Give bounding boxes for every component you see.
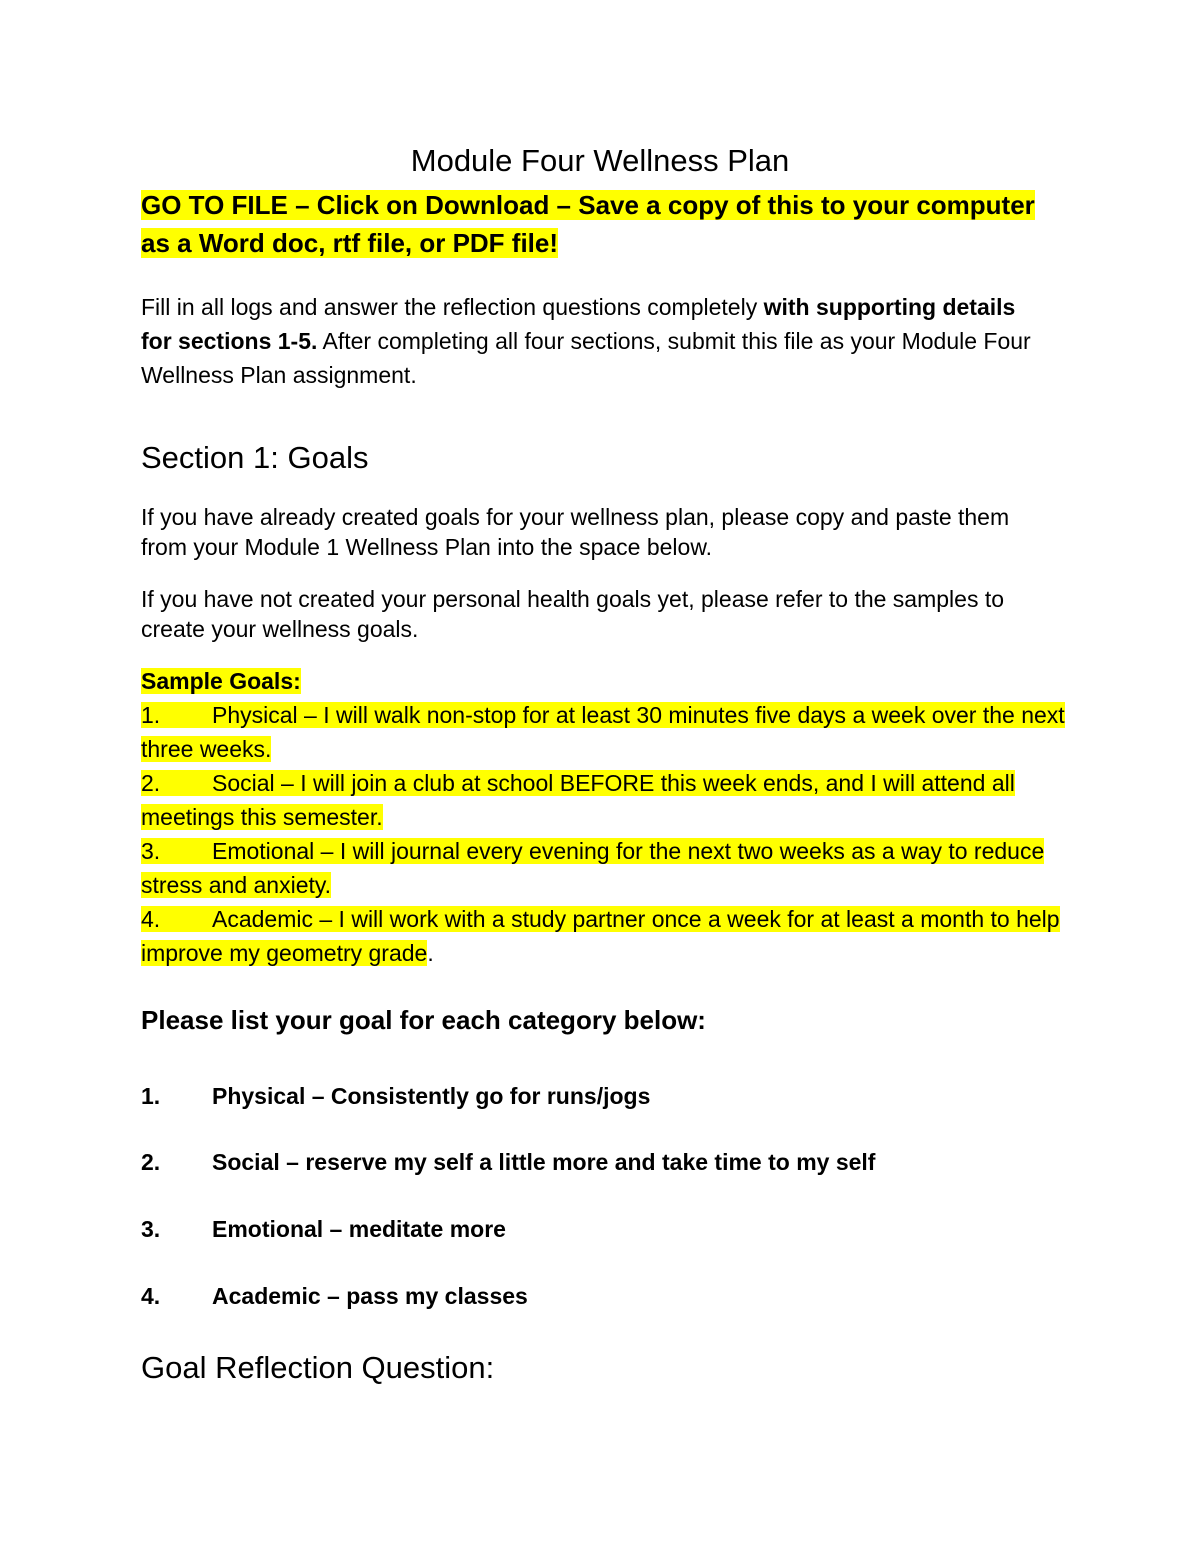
sample-goal-number: 3. <box>141 838 161 864</box>
goal-item-emotional <box>141 1214 1041 1244</box>
intro-text-bold: with supporting details for sections 1-5. <box>141 294 1016 354</box>
sample-goals <box>141 664 1071 970</box>
sample-goal-item <box>141 838 1044 898</box>
download-instruction <box>141 186 1041 262</box>
goal-text: Academic – pass my classes <box>212 1283 528 1309</box>
intro-text-2: After completing all four sections, submit this file as your Module Four Wellness Plan assignment. <box>141 328 1031 388</box>
goal-text: Emotional – meditate more <box>212 1216 506 1242</box>
goal-text: Physical – Consistently go for runs/jogs <box>212 1083 651 1109</box>
sample-goal-number: 2. <box>141 770 161 796</box>
section-1-paragraph-2: If you have not created your personal health goals yet, please refer to the samples to create your wellness goals. <box>141 586 1005 642</box>
goal-number: 2. <box>141 1149 161 1175</box>
goal-reflection-heading: Goal Reflection Question: <box>141 1350 495 1385</box>
download-instruction-text: GO TO FILE – Click on Download – Save a copy of this to your computer as a Word doc, rtf file, or PDF file! <box>141 190 1035 258</box>
sample-goals-heading: Sample Goals: <box>141 668 301 694</box>
goal-number: 1. <box>141 1083 161 1109</box>
goal-text: Social – reserve my self a little more and take time to my self <box>212 1149 876 1175</box>
sample-goal-text: Physical – I will walk non-stop for at least 30 minutes five days a week over the next three weeks. <box>141 702 1065 762</box>
sample-goal-text: Academic – I will work with a study partner once a week for at least a month to help improve my geometry grade <box>141 906 1060 966</box>
sample-goal-number: 4. <box>141 906 161 932</box>
goal-list-heading: Please list your goal for each category below: <box>141 1005 706 1035</box>
goal-item-academic <box>141 1281 1041 1311</box>
section-1-paragraph-1: If you have already created goals for your wellness plan, please copy and paste them from your Module 1 Wellness Plan into the space below. <box>141 504 1010 560</box>
sample-goal-number: 1. <box>141 702 161 728</box>
sample-goal-text: Social – I will join a club at school BEFORE this week ends, and I will attend all meetings this semester. <box>141 770 1015 830</box>
goal-number: 4. <box>141 1283 161 1309</box>
section-1-heading: Section 1: Goals <box>141 440 369 475</box>
document-title: Module Four Wellness Plan <box>410 143 790 178</box>
sample-goal-item <box>141 702 1065 762</box>
goal-item-social <box>141 1147 1041 1177</box>
sample-goal-text: Emotional – I will journal every evening for the next two weeks as a way to reduce stress and anxiety. <box>141 838 1045 898</box>
sample-goal-item <box>141 770 1015 830</box>
intro-paragraph <box>141 290 1051 392</box>
sample-goal-trailing: . <box>427 940 434 966</box>
goal-number: 3. <box>141 1216 161 1242</box>
goal-item-physical <box>141 1081 1041 1111</box>
intro-text-1: Fill in all logs and answer the reflection questions completely <box>141 294 764 320</box>
sample-goal-item <box>141 906 1060 966</box>
